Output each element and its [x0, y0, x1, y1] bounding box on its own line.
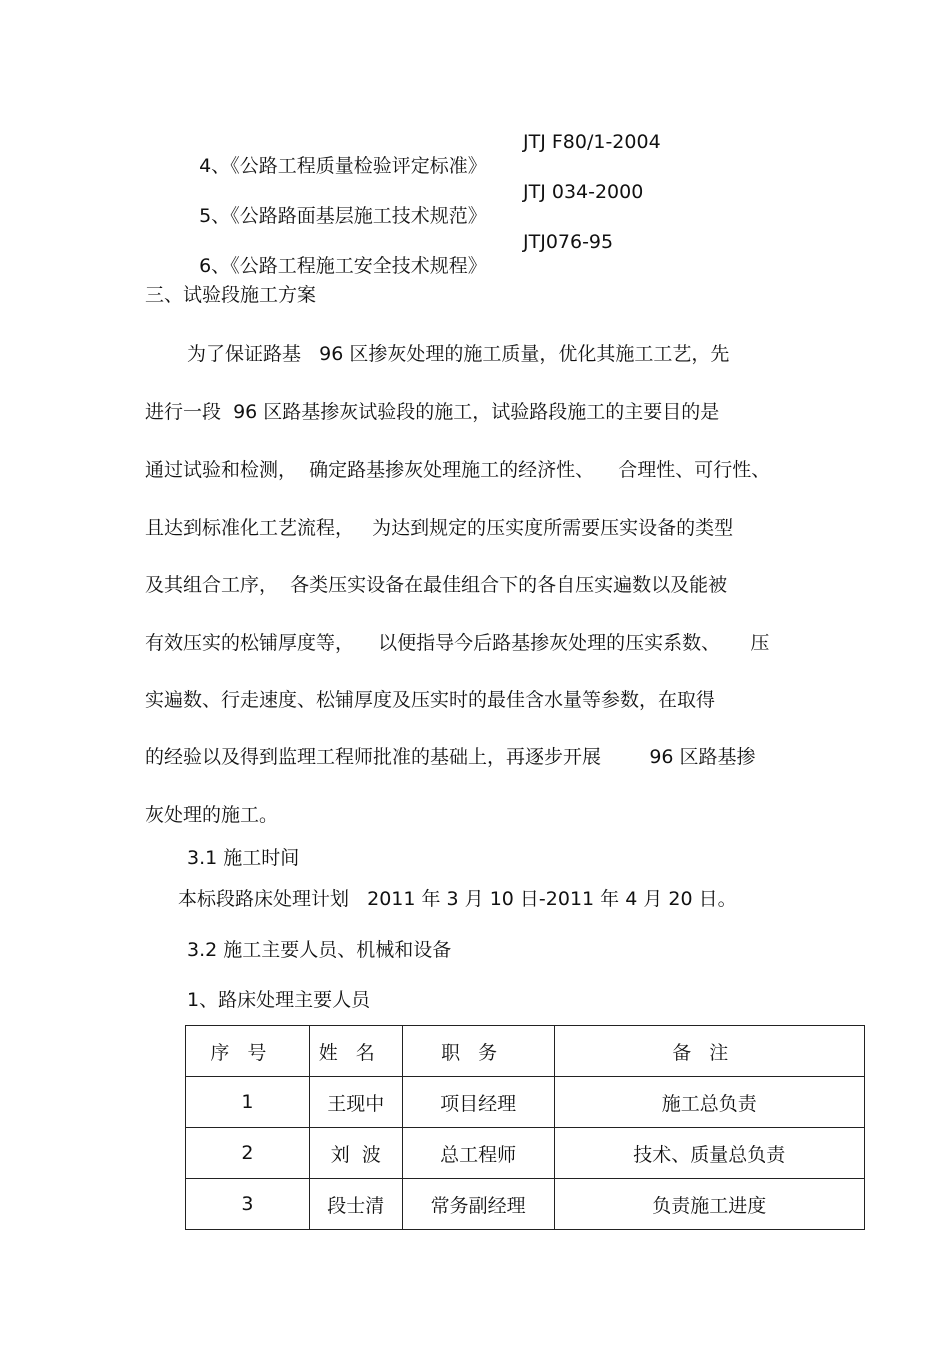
subsection-heading-3-2: 3.2 施工主要人员、机械和设备 [187, 939, 452, 961]
cell-no: 3 [186, 1179, 310, 1230]
cell-no: 2 [186, 1128, 310, 1179]
cell-role: 项目经理 [402, 1077, 554, 1128]
header-note: 备注 [554, 1026, 864, 1077]
cell-note: 技术、质量总负责 [554, 1128, 864, 1179]
paragraph-line: 进行一段 96 区路基掺灰试验段的施工，试验路段施工的主要目的是 [145, 401, 720, 423]
cell-name: 王现中 [309, 1077, 402, 1128]
standard-title: 《公路路面基层施工技术规范》 [230, 205, 487, 227]
paragraph-line: 通过试验和检测， 确定路基掺灰处理施工的经济性、 合理性、可行性、 [145, 459, 771, 481]
standard-title: 《公路工程质量检验评定标准》 [230, 155, 487, 177]
paragraph-line: 且达到标准化工艺流程， 为达到规定的压实度所需要压实设备的类型 [145, 517, 734, 539]
standard-title: 《公路工程施工安全技术规程》 [230, 255, 487, 277]
staff-table [185, 1025, 865, 1230]
table-row [186, 1179, 865, 1230]
paragraph-line: 及其组合工序， 各类压实设备在最佳组合下的各自压实遍数以及能被 [145, 574, 728, 596]
table-header-row [186, 1026, 865, 1077]
table-row [186, 1077, 865, 1128]
cell-role: 常务副经理 [402, 1179, 554, 1230]
paragraph-line: 实遍数、行走速度、松铺厚度及压实时的最佳含水量等参数，在取得 [145, 689, 716, 711]
subsection-heading-3-1: 3.1 施工时间 [187, 847, 300, 869]
standard-index: 4、 [199, 155, 231, 177]
header-name: 姓名 [309, 1026, 402, 1077]
schedule-text: 本标段路床处理计划 2011 年 3 月 10 日-2011 年 4 月 20 日。 [178, 888, 737, 910]
paragraph-line: 有效压实的松铺厚度等， 以便指导今后路基掺灰处理的压实系数、 压 [145, 632, 770, 654]
section-heading: 三、试验段施工方案 [145, 284, 317, 306]
standard-code: JTJ F80/1-2004 [523, 131, 661, 153]
cell-role: 总工程师 [402, 1128, 554, 1179]
cell-no: 1 [186, 1077, 310, 1128]
table-row [186, 1128, 865, 1179]
cell-name: 刘 波 [309, 1128, 402, 1179]
header-role: 职务 [402, 1026, 554, 1077]
standard-code: JTJ 034-2000 [523, 181, 644, 203]
paragraph-line: 的经验以及得到监理工程师批准的基础上，再逐步开展 96 区路基掺 [145, 746, 756, 768]
cell-name: 段士清 [309, 1179, 402, 1230]
paragraph-line: 为了保证路基 96 区掺灰处理的施工质量，优化其施工工艺，先 [187, 343, 730, 365]
header-no: 序号 [186, 1026, 310, 1077]
standard-index: 5、 [199, 205, 231, 227]
cell-note: 负责施工进度 [554, 1179, 864, 1230]
paragraph-line: 灰处理的施工。 [145, 804, 279, 826]
standard-index: 6、 [199, 255, 231, 277]
list-heading: 1、路床处理主要人员 [187, 989, 371, 1011]
cell-note: 施工总负责 [554, 1077, 864, 1128]
standard-code: JTJ076-95 [523, 231, 614, 253]
